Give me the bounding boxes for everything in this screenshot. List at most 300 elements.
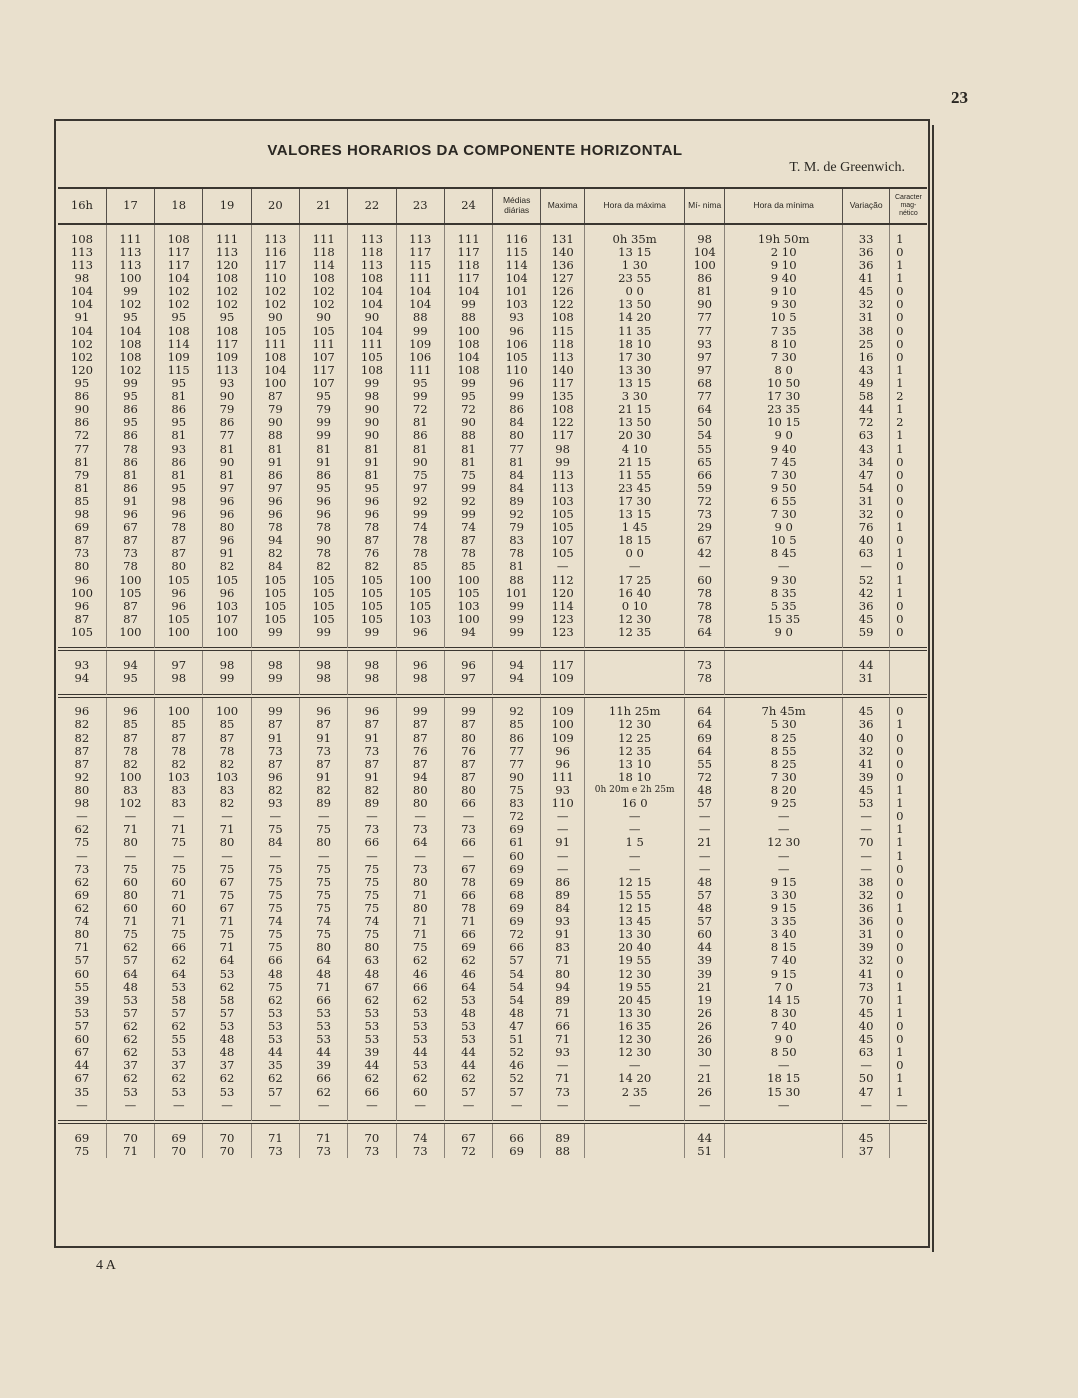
table-cell: 34: [843, 456, 890, 469]
table-cell: —: [843, 1060, 890, 1073]
table-cell: 15 35: [725, 613, 843, 626]
table-cell: 16: [843, 351, 890, 364]
table-cell: 75: [444, 469, 492, 482]
table-cell: 102: [70, 336, 93, 351]
table-cell: 9 15: [725, 968, 843, 981]
table-cell: 117: [541, 659, 585, 672]
table-cell: 62: [106, 1033, 154, 1046]
table-cell: 90: [685, 299, 725, 312]
table-row: [58, 810, 927, 823]
table-cell: 79: [74, 467, 90, 482]
table-cell: 113: [106, 246, 154, 259]
table-cell: 100: [203, 706, 251, 719]
table-cell: 98: [74, 271, 90, 286]
table-row: [58, 1073, 927, 1086]
table-cell: 53: [843, 797, 890, 810]
table-cell: —: [843, 824, 890, 837]
table-cell: 66: [444, 797, 492, 810]
table-cell: 75: [299, 928, 347, 941]
table-cell: 57: [685, 915, 725, 928]
hourly-values-table: [58, 187, 927, 1158]
table-cell: 67: [203, 876, 251, 889]
table-cell: 36: [843, 600, 890, 613]
table-cell: —: [685, 863, 725, 876]
spacer-cell: [890, 686, 927, 695]
table-cell: 71: [203, 942, 251, 955]
table-cell: 108: [348, 272, 396, 285]
table-cell: 44: [74, 1058, 90, 1073]
table-cell: 94: [541, 981, 585, 994]
table-cell: 51: [685, 1145, 725, 1158]
table-cell: 66: [685, 469, 725, 482]
table-cell: 99: [106, 285, 154, 298]
table-cell: 87: [444, 535, 492, 548]
table-cell: 40: [843, 1020, 890, 1033]
table-cell: 1: [890, 574, 927, 587]
table-row: [58, 574, 927, 587]
table-cell: 104: [348, 285, 396, 298]
table-row: [58, 719, 927, 732]
table-cell: 99: [251, 673, 299, 686]
table-cell: 63: [843, 1046, 890, 1059]
table-cell: 1: [890, 797, 927, 810]
spacer-cell: [396, 1112, 444, 1121]
table-cell: 113: [70, 257, 93, 272]
table-cell: —: [541, 824, 585, 837]
table-row: [58, 626, 927, 639]
table-cell: 62: [106, 1020, 154, 1033]
table-cell: 37: [106, 1060, 154, 1073]
spacer-cell: [444, 686, 492, 695]
table-cell: 96: [106, 508, 154, 521]
table-cell: 86: [251, 469, 299, 482]
table-cell: 96: [299, 508, 347, 521]
table-cell: 113: [541, 482, 585, 495]
table-cell: 82: [74, 717, 90, 732]
table-cell: 104: [70, 297, 93, 312]
table-cell: 8 25: [725, 732, 843, 745]
table-cell: 103: [444, 600, 492, 613]
table-cell: 1: [890, 1073, 927, 1086]
table-cell: 87: [251, 758, 299, 771]
table-cell: 86: [396, 430, 444, 443]
table-cell: 105: [299, 574, 347, 587]
table-cell: 2: [890, 390, 927, 403]
table-cell: 31: [843, 312, 890, 325]
table-cell: 71: [74, 940, 90, 955]
table-cell: 60: [106, 902, 154, 915]
table-cell: 75: [348, 863, 396, 876]
table-cell: —: [890, 1099, 927, 1112]
table-cell: 76: [444, 745, 492, 758]
table-cell: 0: [890, 613, 927, 626]
table-cell: 60: [155, 876, 203, 889]
table-cell: 83: [493, 535, 541, 548]
table-cell: 85: [493, 719, 541, 732]
table-cell: 104: [70, 323, 93, 338]
table-cell: 80: [444, 784, 492, 797]
table-cell: 29: [685, 521, 725, 534]
page-signature: 4 A: [96, 1258, 116, 1273]
table-cell: 80: [493, 430, 541, 443]
table-cell: 107: [203, 613, 251, 626]
table-cell: 13 15: [585, 246, 685, 259]
table-cell: 86: [74, 389, 90, 404]
table-cell: 108: [203, 325, 251, 338]
table-cell: 1: [890, 994, 927, 1007]
table-cell: 90: [493, 771, 541, 784]
table-cell: 53: [251, 1020, 299, 1033]
table-cell: 36: [843, 902, 890, 915]
table-cell: 53: [299, 1033, 347, 1046]
table-cell: 81: [396, 443, 444, 456]
spacer-cell: [106, 1112, 154, 1121]
table-cell: 79: [203, 403, 251, 416]
table-cell: 96: [74, 598, 90, 613]
table-cell: 78: [106, 443, 154, 456]
table-cell: 78: [106, 561, 154, 574]
table-cell: 54: [685, 430, 725, 443]
table-cell: 7 40: [725, 955, 843, 968]
table-cell: 113: [348, 259, 396, 272]
table-cell: 70: [843, 837, 890, 850]
table-cell: 72: [444, 1145, 492, 1158]
table-cell: 99: [444, 706, 492, 719]
table-cell: 94: [493, 659, 541, 672]
table-cell: 75: [155, 928, 203, 941]
table-cell: 44: [843, 403, 890, 416]
spacer-cell: [58, 1112, 106, 1121]
table-cell: 75: [299, 824, 347, 837]
table-cell: 10 5: [725, 535, 843, 548]
table-cell: 75: [203, 889, 251, 902]
table-cell: 96: [251, 495, 299, 508]
table-cell: —: [725, 810, 843, 823]
table-cell: 98: [299, 659, 347, 672]
table-cell: 57: [493, 955, 541, 968]
table-cell: 72: [493, 810, 541, 823]
table-cell: 96: [541, 745, 585, 758]
table-cell: 78: [396, 548, 444, 561]
table-cell: 12 30: [585, 1046, 685, 1059]
table-cell: 0: [890, 928, 927, 941]
table-cell: 0: [890, 495, 927, 508]
table-cell: 64: [203, 955, 251, 968]
spacer-cell: [58, 639, 106, 648]
spacer-cell: [155, 686, 203, 695]
table-cell: 53: [106, 994, 154, 1007]
table-cell: —: [106, 810, 154, 823]
table-cell: 105: [251, 325, 299, 338]
table-cell: 53: [203, 1086, 251, 1099]
table-cell: 108: [106, 351, 154, 364]
table-cell: 48: [106, 981, 154, 994]
table-cell: 110: [251, 272, 299, 285]
table-cell: 0: [890, 1033, 927, 1046]
table-cell: 120: [541, 587, 585, 600]
table-cell: 57: [251, 1086, 299, 1099]
table-cell: 83: [541, 942, 585, 955]
table-cell: 7 30: [725, 351, 843, 364]
table-cell: 57: [493, 1086, 541, 1099]
table-cell: 66: [444, 837, 492, 850]
table-cell: 75: [251, 863, 299, 876]
table-cell: 57: [106, 955, 154, 968]
table-cell: 53: [251, 1007, 299, 1020]
table-cell: 36: [843, 719, 890, 732]
table-cell: 71: [396, 915, 444, 928]
table-cell: 104: [106, 325, 154, 338]
table-cell: 108: [348, 364, 396, 377]
table-cell: —: [251, 810, 299, 823]
header-cell: 23: [396, 188, 444, 224]
table-cell: 86: [299, 469, 347, 482]
spacer-cell: [155, 1112, 203, 1121]
table-cell: 3 30: [725, 889, 843, 902]
table-cell: 77: [493, 745, 541, 758]
table-cell: —: [396, 810, 444, 823]
table-cell: 69: [493, 1145, 541, 1158]
table-cell: 96: [251, 771, 299, 784]
header-cell: 21: [299, 188, 347, 224]
table-cell: 111: [348, 338, 396, 351]
table-cell: 109: [396, 338, 444, 351]
table-cell: 77: [493, 443, 541, 456]
table-cell: 45: [843, 285, 890, 298]
table-cell: 64: [685, 745, 725, 758]
table-cell: 108: [541, 312, 585, 325]
table-cell: 86: [685, 272, 725, 285]
table-cell: 78: [493, 548, 541, 561]
table-cell: 0: [890, 771, 927, 784]
table-cell: 57: [685, 797, 725, 810]
table-cell: 77: [203, 430, 251, 443]
table-cell: 62: [396, 955, 444, 968]
table-cell: 81: [251, 443, 299, 456]
table-cell: 48: [203, 1033, 251, 1046]
table-cell: 9 40: [725, 443, 843, 456]
table-cell: 113: [203, 246, 251, 259]
table-cell: 114: [493, 259, 541, 272]
table-cell: 90: [203, 456, 251, 469]
table-cell: 81: [493, 561, 541, 574]
table-cell: 71: [155, 824, 203, 837]
table-cell: 103: [203, 771, 251, 784]
table-cell: 82: [106, 758, 154, 771]
table-cell: 87: [348, 719, 396, 732]
table-cell: 100: [444, 613, 492, 626]
table-cell: 19 55: [585, 955, 685, 968]
table-cell: 12 25: [585, 732, 685, 745]
table-cell: 20 45: [585, 994, 685, 1007]
table-cell: 89: [541, 889, 585, 902]
table-cell: 100: [155, 706, 203, 719]
table-cell: 84: [493, 417, 541, 430]
table-cell: 75: [251, 876, 299, 889]
table-cell: 105: [493, 351, 541, 364]
spacer-cell: [493, 639, 541, 648]
table-cell: 26: [685, 1033, 725, 1046]
table-cell: 9 50: [725, 482, 843, 495]
table-cell: 87: [155, 535, 203, 548]
table-cell: 66: [444, 889, 492, 902]
table-cell: 44: [685, 942, 725, 955]
spacer-row: [58, 639, 927, 648]
table-cell: 73: [444, 824, 492, 837]
table-cell: 9 0: [725, 1033, 843, 1046]
table-cell: 73: [348, 745, 396, 758]
table-cell: 54: [493, 968, 541, 981]
table-cell: 108: [444, 364, 492, 377]
table-cell: 26: [685, 1086, 725, 1099]
table-cell: 13 50: [585, 417, 685, 430]
table-cell: 80: [396, 797, 444, 810]
table-cell: 18 15: [725, 1073, 843, 1086]
table-cell: 117: [444, 246, 492, 259]
table-cell: 105: [396, 587, 444, 600]
table-cell: 82: [348, 561, 396, 574]
table-cell: 105: [299, 325, 347, 338]
table-cell: 69: [444, 942, 492, 955]
table-cell: 102: [106, 797, 154, 810]
table-cell: 102: [299, 285, 347, 298]
table-cell: 105: [106, 587, 154, 600]
table-cell: 10 15: [725, 417, 843, 430]
table-cell: 71: [541, 1073, 585, 1086]
table-cell: 85: [203, 719, 251, 732]
table-cell: 75: [299, 889, 347, 902]
table-cell: 105: [299, 587, 347, 600]
table-cell: 105: [251, 574, 299, 587]
table-cell: 9 25: [725, 797, 843, 810]
table-cell: 16 0: [585, 797, 685, 810]
table-cell: 60: [396, 1086, 444, 1099]
table-cell: 48: [251, 968, 299, 981]
table-cell: 50: [843, 1073, 890, 1086]
table-cell: 75: [251, 824, 299, 837]
table-cell: —: [348, 850, 396, 863]
table-cell: 99: [348, 626, 396, 639]
table-cell: 53: [396, 1007, 444, 1020]
table-cell: 9 10: [725, 259, 843, 272]
table-cell: 73: [843, 981, 890, 994]
table-cell: 1: [890, 259, 927, 272]
table-cell: 80: [396, 902, 444, 915]
table-cell: 75: [299, 863, 347, 876]
table-cell: 57: [155, 1007, 203, 1020]
table-cell: 98: [251, 659, 299, 672]
table-cell: 95: [106, 312, 154, 325]
table-cell: 16 35: [585, 1020, 685, 1033]
table-cell: 117: [155, 259, 203, 272]
spacer-cell: [843, 1112, 890, 1121]
table-cell: 99: [444, 508, 492, 521]
summary-row: [58, 1145, 927, 1158]
table-cell: 105: [155, 613, 203, 626]
spacer-cell: [444, 1112, 492, 1121]
table-cell: 79: [299, 403, 347, 416]
table-cell: 93: [541, 915, 585, 928]
table-cell: 89: [493, 495, 541, 508]
table-cell: 100: [685, 259, 725, 272]
header-cell: 24: [444, 188, 492, 224]
table-cell: 114: [155, 338, 203, 351]
table-cell: 99: [493, 390, 541, 403]
table-cell: 71: [299, 981, 347, 994]
table-cell: —: [348, 1099, 396, 1112]
table-cell: 7 35: [725, 325, 843, 338]
table-cell: 70: [843, 994, 890, 1007]
table-row: [58, 1020, 927, 1033]
table-cell: 93: [541, 1046, 585, 1059]
table-cell: —: [299, 810, 347, 823]
table-cell: 83: [155, 797, 203, 810]
table-cell: 99: [251, 706, 299, 719]
table-cell: 93: [203, 377, 251, 390]
table-cell: 69: [685, 732, 725, 745]
table-cell: 73: [74, 546, 90, 561]
table-cell: 93: [155, 443, 203, 456]
table-cell: 32: [843, 889, 890, 902]
table-cell: 50: [685, 417, 725, 430]
table-cell: 69: [493, 902, 541, 915]
table-cell: 44: [444, 1060, 492, 1073]
table-cell: 96: [493, 325, 541, 338]
table-cell: 0: [890, 312, 927, 325]
table-cell: 78: [348, 521, 396, 534]
table-cell: 96: [203, 587, 251, 600]
table-cell: 96: [348, 495, 396, 508]
table-cell: 7 30: [725, 469, 843, 482]
table-cell: 73: [396, 1145, 444, 1158]
table-cell: 86: [541, 876, 585, 889]
table-cell: 95: [444, 390, 492, 403]
table-cell: 86: [74, 415, 90, 430]
table-cell: 43: [843, 364, 890, 377]
table-cell: —: [585, 863, 685, 876]
table-cell: 39: [685, 955, 725, 968]
table-cell: —: [251, 850, 299, 863]
table-cell: 100: [106, 771, 154, 784]
table-cell: 1: [890, 902, 927, 915]
table-cell: 14 20: [585, 1073, 685, 1086]
table-cell: 64: [685, 719, 725, 732]
table-cell: 108: [444, 338, 492, 351]
spacer-cell: [541, 639, 585, 648]
header-cell: 16h: [58, 188, 106, 224]
table-cell: 102: [70, 349, 93, 364]
table-cell: 53: [444, 1033, 492, 1046]
table-cell: 7 40: [725, 1020, 843, 1033]
table-cell: 20 40: [585, 942, 685, 955]
table-cell: 47: [843, 469, 890, 482]
table-cell: 33: [843, 233, 890, 246]
table-cell: 93: [685, 338, 725, 351]
table-cell: 3 35: [725, 915, 843, 928]
table-cell: 48: [493, 1007, 541, 1020]
table-cell: 66: [444, 928, 492, 941]
table-cell: 107: [299, 351, 347, 364]
table-cell: 86: [493, 732, 541, 745]
table-cell: 0h 20m e 2h 25m: [585, 784, 685, 797]
table-cell: 99: [396, 325, 444, 338]
table-cell: 3 30: [585, 390, 685, 403]
table-cell: 96: [299, 706, 347, 719]
table-cell: 93: [74, 658, 90, 673]
table-cell: 81: [444, 443, 492, 456]
table-cell: 96: [203, 535, 251, 548]
table-cell: 127: [541, 272, 585, 285]
